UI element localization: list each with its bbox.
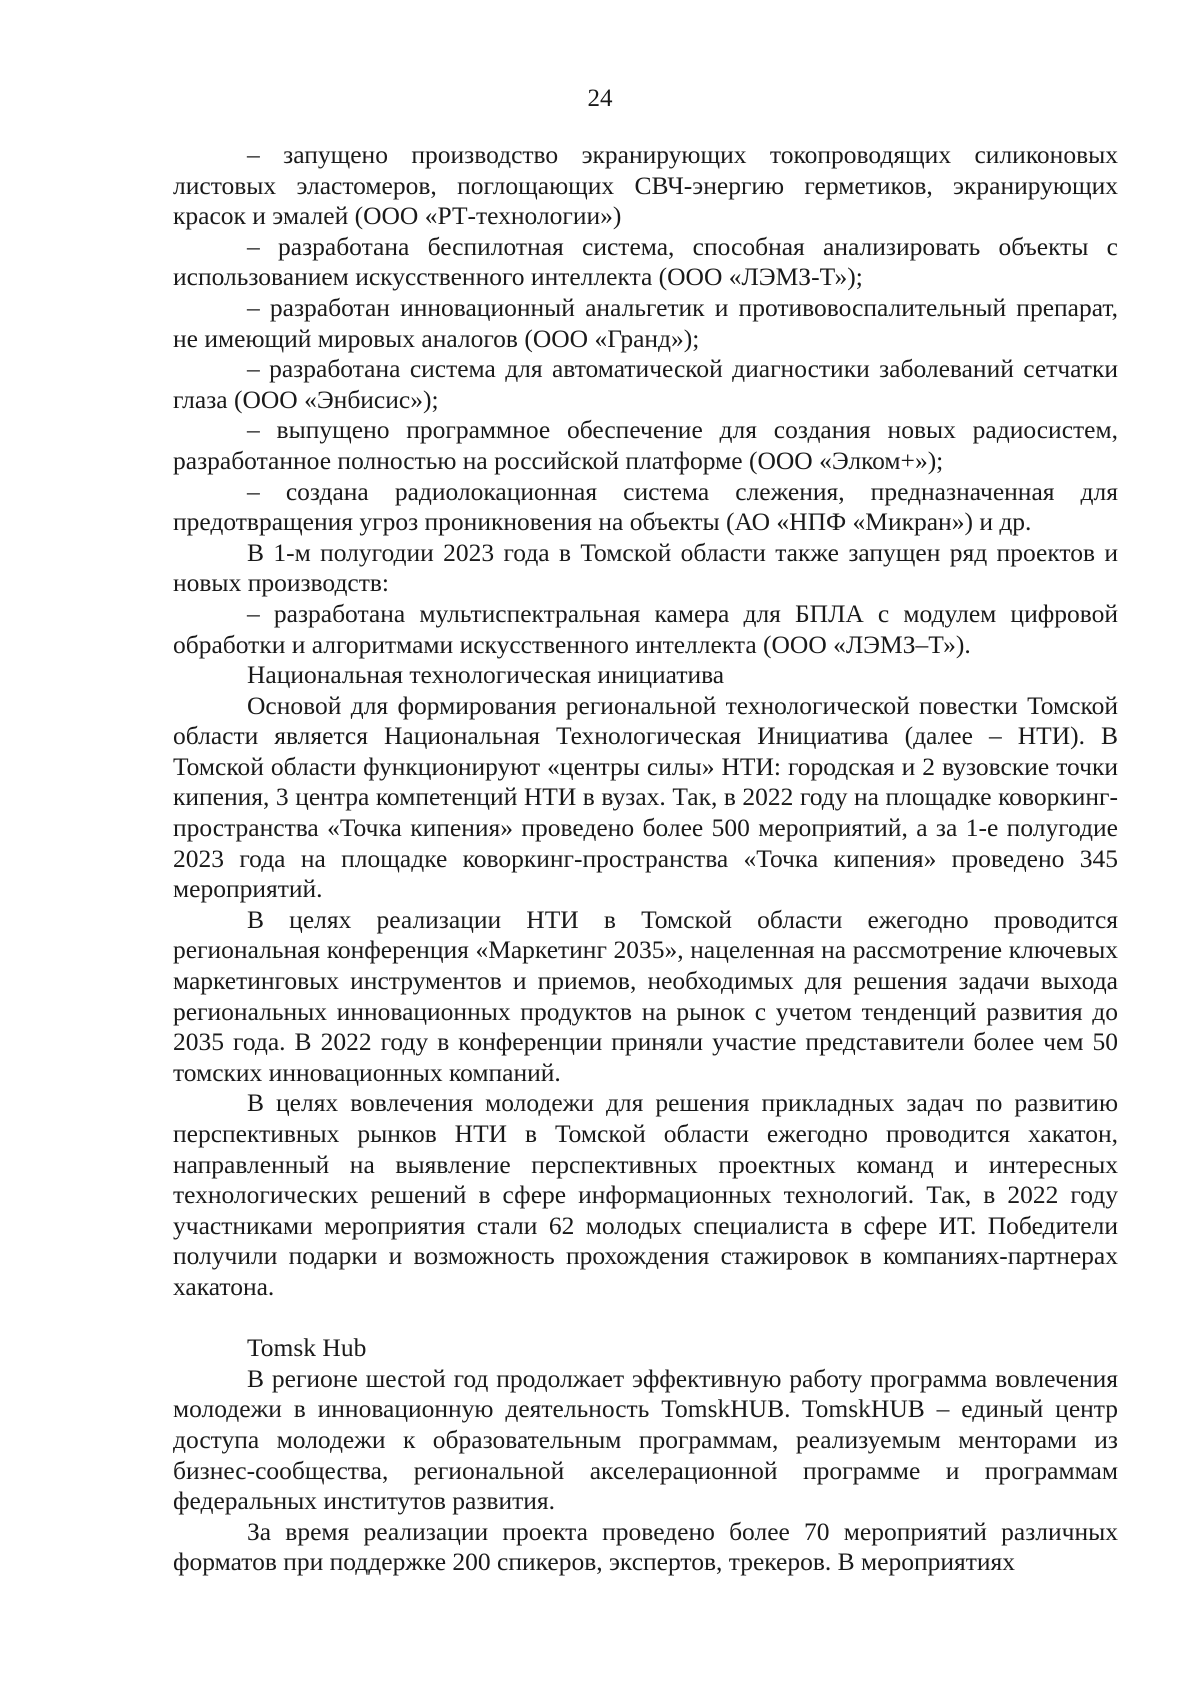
list-item: – разработан инновационный анальгетик и противовоспалительный препарат, не имеющий мировых аналогов (ООО «Гранд»); bbox=[173, 292, 1118, 353]
paragraph: В целях реализации НТИ в Томской области ежегодно проводится региональная конференция «Маркетинг 2035», нацеленная на рассмотрение ключевых маркетинговых инструментов и приемов, необходимых для решения задачи выхода региональных инновационных продуктов на рынок с учетом тенденций развития до 2035 года. В 2022 году в конференции приняли участие представители более чем 50 томских инновационных компаний. bbox=[173, 904, 1118, 1087]
page-number: 24 bbox=[587, 85, 613, 112]
list-item: – запущено производство экранирующих токопроводящих силиконовых листовых эластомеров, поглощающих СВЧ-энергию герметиков, экранирующих красок и эмалей (ООО «РТ-технологии») bbox=[173, 140, 1118, 231]
list-item: – разработана мультиспектральная камера для БПЛА с модулем цифровой обработки и алгоритмами искусственного интеллекта (ООО «ЛЭМЗ–Т»). bbox=[173, 598, 1118, 659]
paragraph: В 1-м полугодии 2023 года в Томской области также запущен ряд проектов и новых производств: bbox=[173, 537, 1118, 598]
paragraph: За время реализации проекта проведено более 70 мероприятий различных форматов при поддержке 200 спикеров, экспертов, трекеров. В мероприятиях bbox=[173, 1516, 1118, 1577]
paragraph: В целях вовлечения молодежи для решения прикладных задач по развитию перспективных рынков НТИ в Томской области ежегодно проводится хакатон, направленный на выявление перспективных проектных команд и интересных технологических решений в сфере информационных технологий. Так, в 2022 году участниками мероприятия стали 62 молодых специалиста в сфере ИТ. Победители получили подарки и возможность прохождения стажировок в компаниях-партнерах хакатона. bbox=[173, 1088, 1118, 1301]
list-item: – разработана система для автоматической диагностики заболеваний сетчатки глаза (ООО «Энбисис»); bbox=[173, 354, 1118, 414]
paragraph: В регионе шестой год продолжает эффективную работу программа вовлечения молодежи в инновационную деятельность TomskHUB. TomskHUB – единый центр доступа молодежи к образовательным программам, реализуемым менторами из бизнес-сообщества, региональной акселерационной программе и программам федеральных институтов развития. bbox=[173, 1363, 1118, 1516]
document-body bbox=[173, 140, 1118, 1578]
list-item: – создана радиолокационная система слежения, предназначенная для предотвращения угроз проникновения на объекты (АО «НПФ «Микран») и др. bbox=[173, 476, 1118, 537]
list-item: – выпущено программное обеспечение для создания новых радиосистем, разработанное полностью на российской платформе (ООО «Элком+»); bbox=[173, 415, 1118, 475]
section-heading: Tomsk Hub bbox=[247, 1333, 367, 1363]
paragraph: Основой для формирования региональной технологической повестки Томской области является Национальная Технологическая Инициатива (далее – НТИ). В Томской области функционируют «центры силы» НТИ: городская и 2 вузовские точки кипения, 3 центра компетенций НТИ в вузах. Так, в 2022 году на площадке коворкинг-пространства «Точка кипения» проведено более 500 мероприятий, а за 1-е полугодие 2023 года на площадке коворкинг-пространства «Точка кипения» проведено 345 мероприятий. bbox=[173, 690, 1118, 904]
section-heading: Национальная технологическая инициатива bbox=[247, 660, 725, 690]
list-item: – разработана беспилотная система, способная анализировать объекты с использованием искусственного интеллекта (ООО «ЛЭМЗ-Т»); bbox=[173, 231, 1118, 292]
